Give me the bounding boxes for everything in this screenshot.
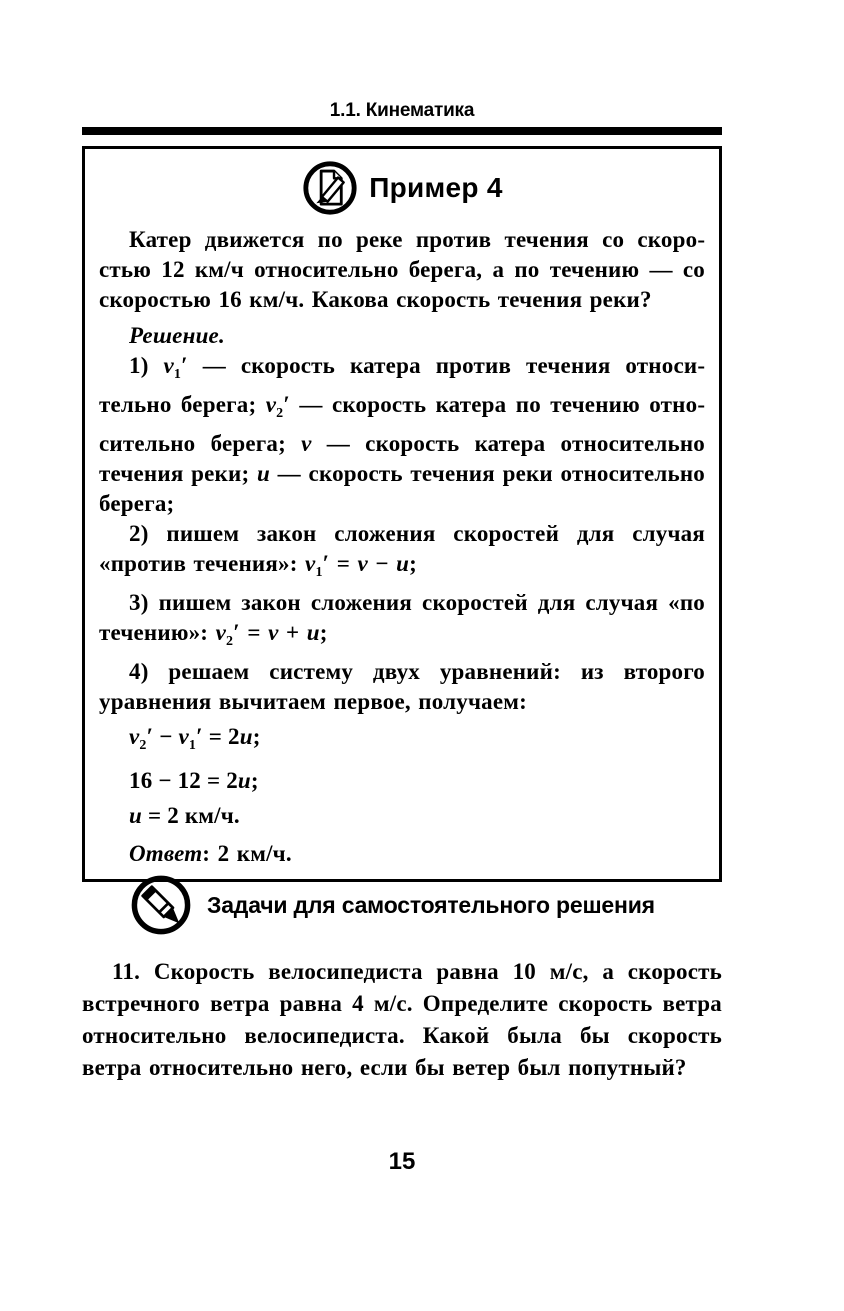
equation-line: $v_2' - v_1' = 2u$; xyxy=(129,724,261,753)
header-rule xyxy=(82,127,722,135)
problem-number: 11. xyxy=(112,959,141,984)
document-pen-icon xyxy=(301,159,359,217)
example-title-row xyxy=(99,159,705,217)
equation-line: 16 − 12 = 2u; xyxy=(129,768,259,793)
page-number: 15 xyxy=(388,1148,416,1175)
solution-steps xyxy=(99,351,705,717)
solution-label: Решение. xyxy=(129,323,225,348)
example-problem-text: Катер движется по реке против течения со скоростью 12 км/ч относительно берега, а по течению — со скоростью 16 км/ч. Какова скорость течения реки? xyxy=(99,227,705,312)
pencil-circle-icon xyxy=(128,872,194,938)
solution-step: 2) пишем закон сложения скоростей для случая «против течения»: $v_1' = v - u$; xyxy=(99,521,705,580)
tasks-section-header xyxy=(128,872,655,938)
section-header: 1.1. Кинематика xyxy=(329,100,475,121)
problem-text: Скорость велосипедиста равна 10 м/с, а скорость встречного ветра равна 4 м/с. Определите скорость ветра относительно велосипедиста. Какой была бы скорость ветра относительно него, если бы ветер был попутный? xyxy=(82,959,722,1080)
solution-step: 3) пишем закон сложения скоростей для случая «по течению»: $v_2' = v + u$; xyxy=(99,590,705,649)
solution-step: 1) $v_1'$ — скорость катера против течения относительно берега; $v_2'$ — скорость катера по течению относительно берега; v — скорость катера относительно течения реки; u — скорость течения реки относительно берега; xyxy=(99,353,705,516)
equation-line: u = 2 км/ч. xyxy=(129,803,240,828)
solution-equations xyxy=(99,721,705,831)
problem-item xyxy=(82,956,722,1084)
solution-step: 4) решаем систему двух уравнений: из второго уравнения вычитаем первое, получаем: xyxy=(99,659,705,714)
example-box xyxy=(82,146,722,882)
answer-line: Ответ: 2 км/ч. xyxy=(129,841,292,866)
tasks-section-title: Задачи для самостоятельного решения xyxy=(207,891,655,918)
example-title: Пример 4 xyxy=(369,172,503,203)
problems-list xyxy=(82,956,722,1084)
